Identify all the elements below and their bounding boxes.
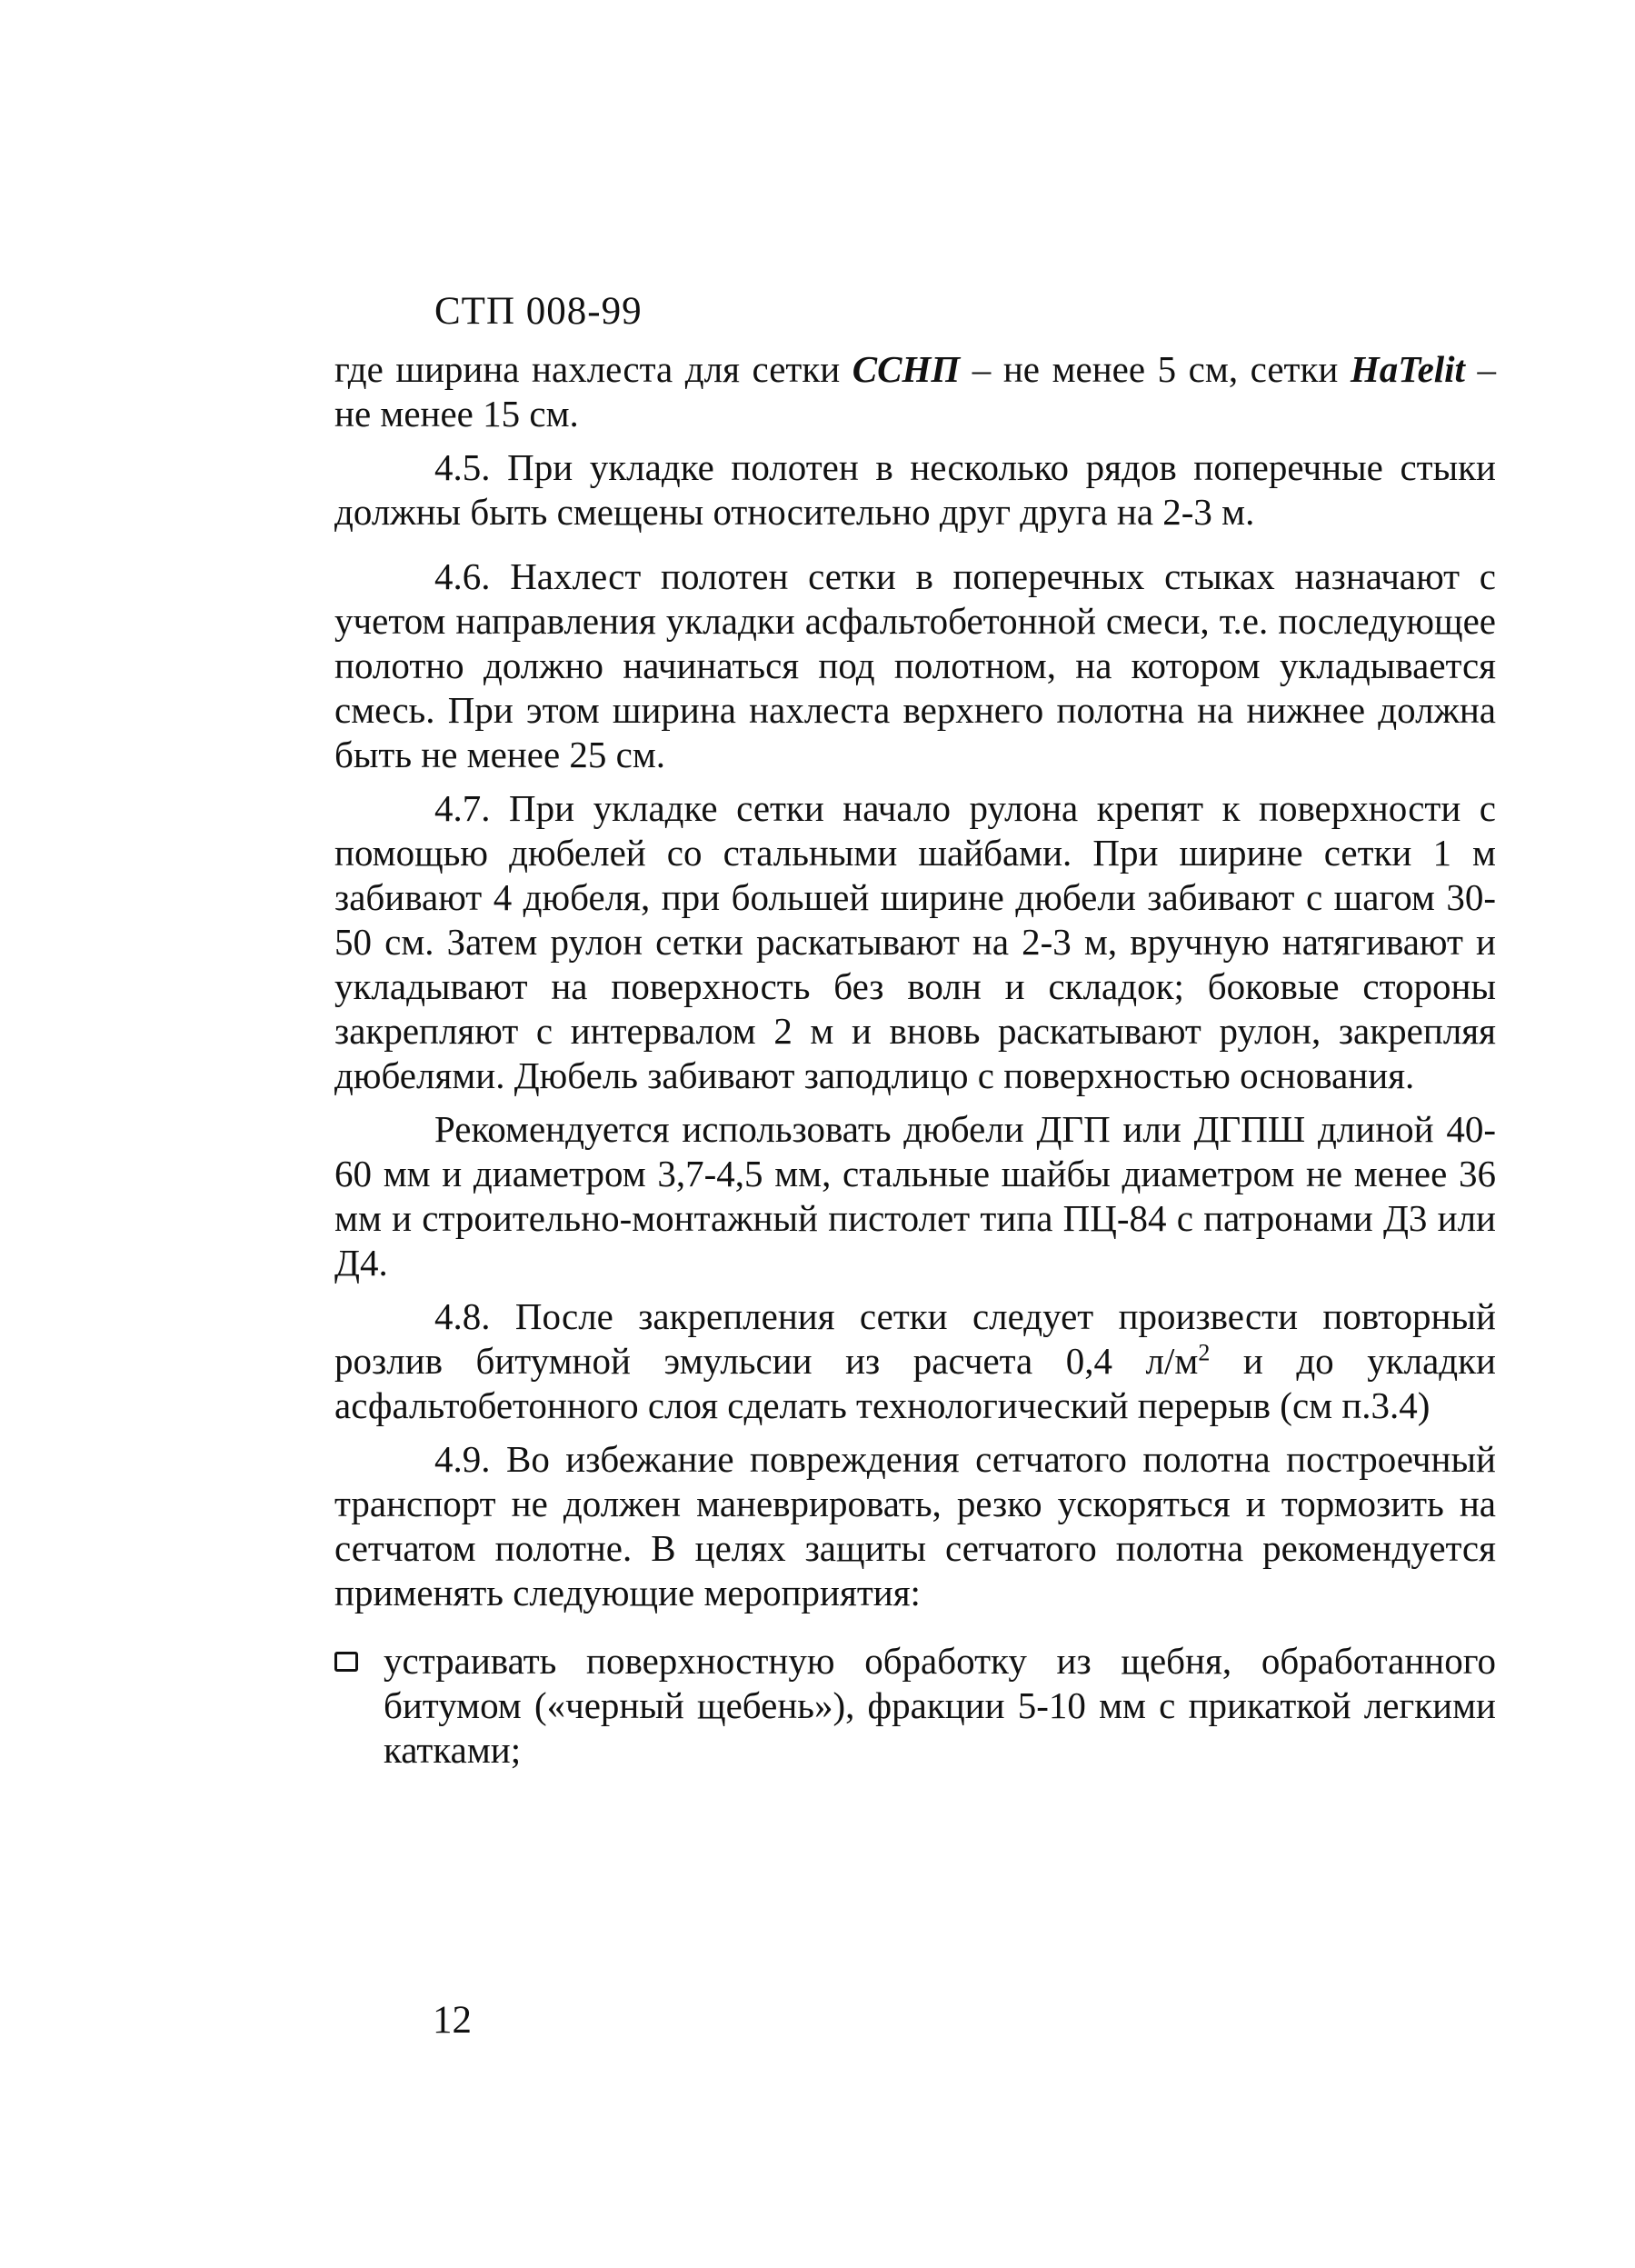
paragraph-4-7: 4.7. При укладке сетки начало рулона крепят к поверхности с помощью дюбелей со стальными шайбами. При ширине сетки 1 м забивают 4 дюбеля, при большей ширине дюбели забивают с шагом 30-50 см. Затем рулон сетки раскатывают на 2-3 м, вручную натягивают и укладывают на поверхность без волн и складок; боковые стороны закрепляют с интервалом 2 м и вновь раскатывают рулон, закрепляя дюбелями. Дюбель забивают заподлицо с поверхностью основания. [334,787,1496,1096]
superscript: 2 [1198,1339,1211,1366]
paragraph-recommendation: Рекомендуется использовать дюбели ДГП или ДГПШ длиной 40-60 мм и диаметром 3,7-4,5 мм, стальные шайбы диаметром не менее 36 мм и строительно-монтажный пистолет типа ПЦ-84 с патронами Д3 или Д4. [334,1108,1496,1284]
page-number: 12 [433,1999,472,2042]
text-run: – не менее 5 см, сетки [960,348,1351,390]
text-run: 4.8. После закрепления сетки следует произвести повторный розлив битумной эмульсии из расчета 0,4 л/м [334,1295,1496,1382]
paragraph-4-6: 4.6. Нахлест полотен сетки в поперечных стыках назначают с учетом направления укладки асфальтобетонной смеси, т.е. последующее полотно должно начинаться под полотном, на котором укладывается смесь. При этом ширина нахлеста верхнего полотна на нижнее должна быть не менее 25 см. [334,555,1496,775]
paragraph-overlap-width [334,347,1496,436]
document-body [334,347,1496,1773]
text-run: – не менее 15 см. [334,348,1497,435]
document-code-header: СТП 008-99 [434,290,643,333]
mesh-name-ssnp: ССНП [852,348,961,390]
text-run: и до укладки асфальтобетонного слоя сделать технологический перерыв (см п.3.4) [334,1340,1496,1426]
paragraph-4-8 [334,1294,1496,1428]
square-bullet-icon [334,1652,358,1672]
list-item [334,1639,1496,1773]
list-item-text: устраивать поверхностную обработку из щебня, обработанного битумом («черный щебень»), фракции 5-10 мм с прикаткой легкими катками; [384,1640,1496,1771]
paragraph-4-9: 4.9. Во избежание повреждения сетчатого полотна построечный транспорт не должен маневрировать, резко ускоряться и тормозить на сетчатом полотне. В целях защиты сетчатого полотна рекомендуется применять следующие мероприятия: [334,1438,1496,1614]
paragraph-4-5: 4.5. При укладке полотен в несколько рядов поперечные стыки должны быть смещены относительно друг друга на 2-3 м. [334,446,1496,533]
mesh-name-hatelit: HaTelit [1350,348,1465,390]
text-run: где ширина нахлеста для сетки [334,348,852,390]
